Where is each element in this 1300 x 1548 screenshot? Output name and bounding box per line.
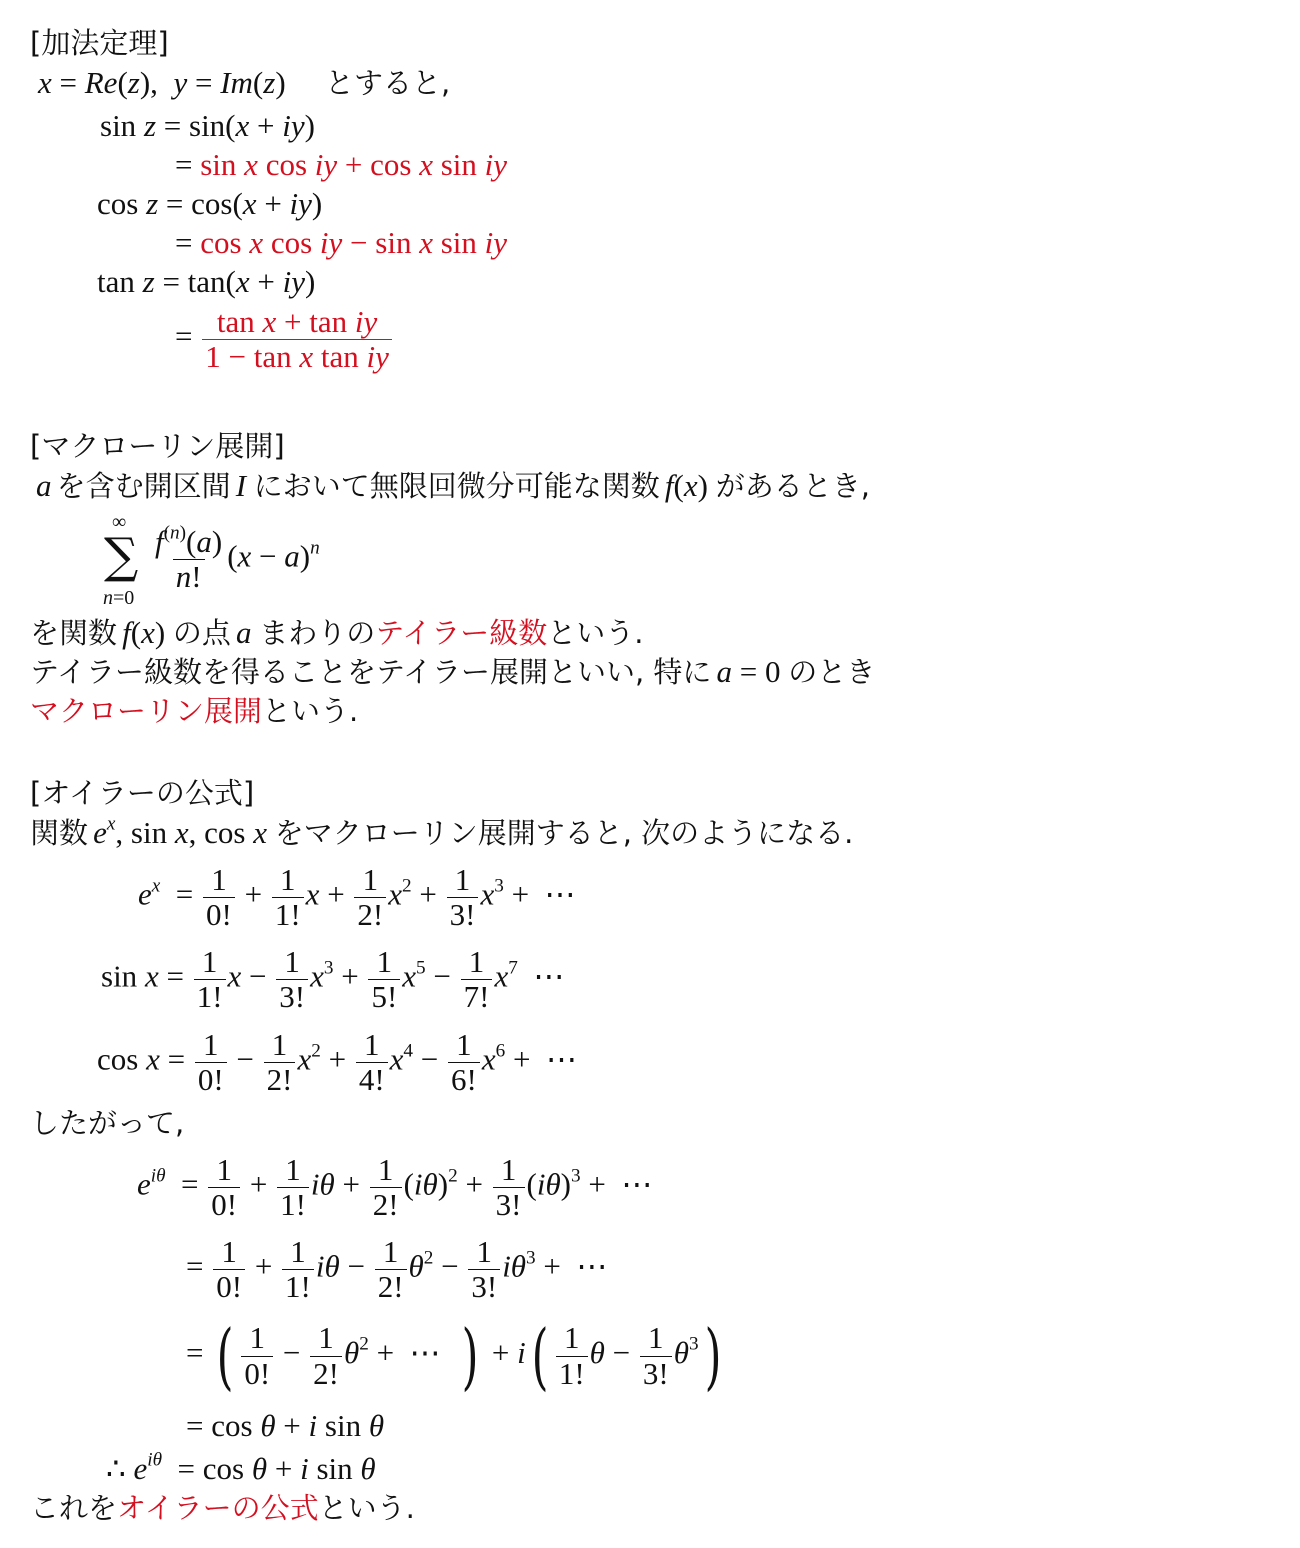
therefore-text: したがって,	[30, 1106, 185, 1140]
euler-intro: 関数 $e^x$, sin x, cos x をマクローリン展開すると, 次のようになる.	[30, 813, 854, 850]
euler-derivation-step4: = cos θ + i sin θ	[186, 1408, 385, 1443]
maclaurin-intro: a を含む開区間 I において無限回微分可能な関数 f(x) があるとき,	[36, 468, 870, 503]
euler-definition: これをオイラーの公式という.	[30, 1491, 415, 1525]
tan-lhs: tan	[97, 264, 135, 299]
euler-derivation-step3: = ( $\frac{1}{0!}$ − $\frac{1}{2!}$ $\theta^2$ + ⋯ ) + i( $\frac{1}{1!}$ θ − $\frac{1}{3!}$ $\theta^3$)	[186, 1314, 722, 1398]
tan-z-equation: tan z = tan(x + iy)	[97, 264, 316, 299]
euler-formula-result: ∴ $e^{i\theta} = \cos \theta + i$ sin θ	[106, 1449, 376, 1486]
addition-intro-text: とすると,	[325, 66, 451, 100]
addition-intro-math: x = Re(z), y = Im(z)	[38, 65, 286, 100]
sin-series: sin x = $\frac{1}{1!}$ x − $\frac{1}{3!}$ $x^3$ + $\frac{1}{5!}$ $x^5$ − $\frac{1}{7!}$ $x^7$ ⋯	[101, 944, 565, 1015]
cos-z-equation: cos z = cos(x + iy)	[97, 186, 323, 221]
sin-z-expansion: = sin x cos iy + cos x sin iy	[175, 147, 508, 182]
tan-z-expansion: = $\frac{\text{tan x + tan iy}}{\text{1 − tan x tan iy}}$	[175, 305, 394, 374]
taylor-series-definition: を関数 f(x) の点 a まわりのテイラー級数という.	[30, 615, 644, 650]
cos-z-expansion: = cos x cos iy − sin x sin iy	[175, 225, 508, 260]
euler-formula-term: オイラーの公式	[117, 1491, 319, 1525]
maclaurin-term: マクローリン展開	[30, 694, 263, 728]
cos-series: cos x = $\frac{1}{0!}$ − $\frac{1}{2!}$ $x^2$ + $\frac{1}{4!}$ $x^4$ − $\frac{1}{6!}$ $x^6$ + ⋯	[97, 1027, 577, 1098]
maclaurin-definition: マクローリン展開という.	[30, 694, 359, 728]
euler-derivation-step2: = $\frac{1}{0!}$ + $\frac{1}{1!}$ iθ − $\frac{1}{2!}$ $\theta^2$ − $\frac{1}{3!}$ $i\theta^3$ + ⋯	[186, 1234, 608, 1305]
exp-series: $e^x$ = $\frac{1}{0!}$ + $\frac{1}{1!}$ x + $\frac{1}{2!}$ $x^2$ + $\frac{1}{3!}$ $x^3$ + ⋯	[138, 862, 576, 933]
taylor-series-term: テイラー級数	[375, 616, 548, 650]
cos-lhs: cos	[97, 186, 139, 221]
euler-derivation-step1: $e^{i\theta}$ = $\frac{1}{0!}$ + $\frac{1}{1!}$ iθ + $\frac{1}{2!}$ $(i\theta)^2$ + $\frac{1}{3!}$ $(i\theta)^3$ + ⋯	[137, 1152, 653, 1223]
maclaurin-heading: [マクローリン展開]	[30, 429, 285, 463]
euler-heading: [オイラーの公式]	[30, 776, 255, 810]
taylor-expansion-definition: テイラー級数を得ることをテイラー展開といい, 特に a = 0 のとき	[30, 654, 876, 689]
sin-z-equation: sin z = sin(x + iy)	[100, 108, 315, 143]
addition-theorem-heading: [加法定理]	[30, 26, 169, 60]
sin-lhs: sin	[100, 108, 137, 143]
